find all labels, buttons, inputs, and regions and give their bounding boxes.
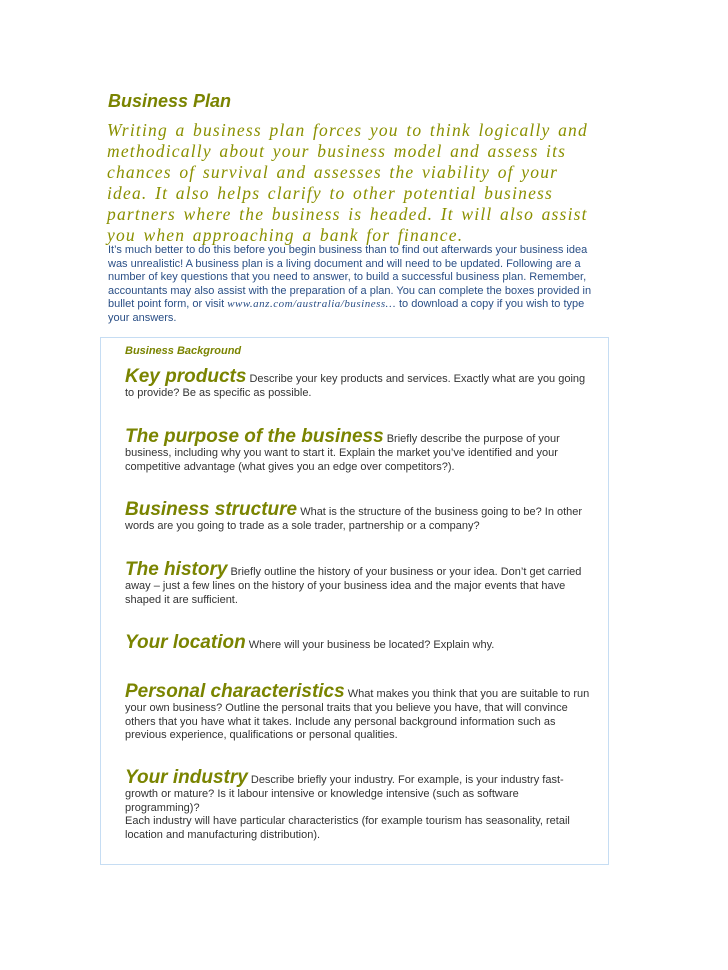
body-paragraph bbox=[108, 244, 608, 326]
section-heading: Your industry bbox=[125, 767, 248, 788]
body-text: It’s much better to do this before you begin business than to find out afterwards your business idea was unrealistic! A business plan is a living document and will need to be updated. Following are a number of key questions that you need to answer, to build a successful business plan. Remember, accountants may also assist with the preparation of a plan. You can complete the boxes provided in bullet point form, or visit bbox=[108, 244, 592, 311]
anz-link[interactable]: www.anz.com/australia/business… bbox=[227, 298, 396, 311]
section-industry bbox=[125, 768, 590, 842]
body-tail: to download a copy if you wish to type your answers. bbox=[108, 298, 585, 324]
box-label: Business Background bbox=[125, 345, 242, 357]
section-text: What makes you think that you are suitable to run your own business? Outline the personal traits that you believe you have, that will convince others that you have what it takes. Include any personal background information such as previous experience, qualifications or personal qualities. bbox=[125, 688, 590, 742]
section-heading: Key products bbox=[125, 366, 247, 387]
intro-paragraph: Writing a business plan forces you to think logically and methodically about your business model and assess its chances of survival and assesses the viability of your idea. It also helps clarify to other potential business partners where the business is headed. It will also assist you when approaching a bank for finance. bbox=[107, 120, 588, 245]
section-heading: Personal characteristics bbox=[125, 681, 345, 702]
section-heading: Your location bbox=[125, 632, 246, 653]
section-text: What is the structure of the business going to be? In other words are you going to trade as a sole trader, partnership or a company? bbox=[125, 506, 583, 532]
section-heading: Business structure bbox=[125, 499, 298, 520]
section-structure bbox=[125, 500, 590, 534]
section-purpose bbox=[125, 427, 590, 474]
section-text: Describe your key products and services. Exactly what are you going to provide? Be as specific as possible. bbox=[125, 373, 586, 399]
section-text-2: Each industry will have particular characteristics (for example tourism has seasonality, retail location and manufacturing distribution). bbox=[125, 815, 570, 841]
section-text: Briefly outline the history of your business or your idea. Don’t get carried away – just a few lines on the history of your business idea and the major events that have shaped it are sufficient. bbox=[125, 566, 582, 606]
section-history bbox=[125, 560, 590, 607]
section-location bbox=[125, 633, 590, 653]
page-title: Business Plan bbox=[108, 91, 232, 111]
section-text: Where will your business be located? Explain why. bbox=[248, 639, 495, 651]
section-heading: The purpose of the business bbox=[125, 426, 384, 447]
section-text: Describe briefly your industry. For example, is your industry fast-growth or mature? Is it labour intensive or knowledge intensive (such as software programming)? bbox=[125, 774, 564, 814]
section-key-products bbox=[125, 367, 590, 401]
section-heading: The history bbox=[125, 559, 228, 580]
section-personal bbox=[125, 682, 590, 743]
section-text: Briefly describe the purpose of your business, including why you want to start it. Explain the market you’ve identified and your competitive advantage (what gives you an edge over competitors?). bbox=[125, 433, 560, 473]
